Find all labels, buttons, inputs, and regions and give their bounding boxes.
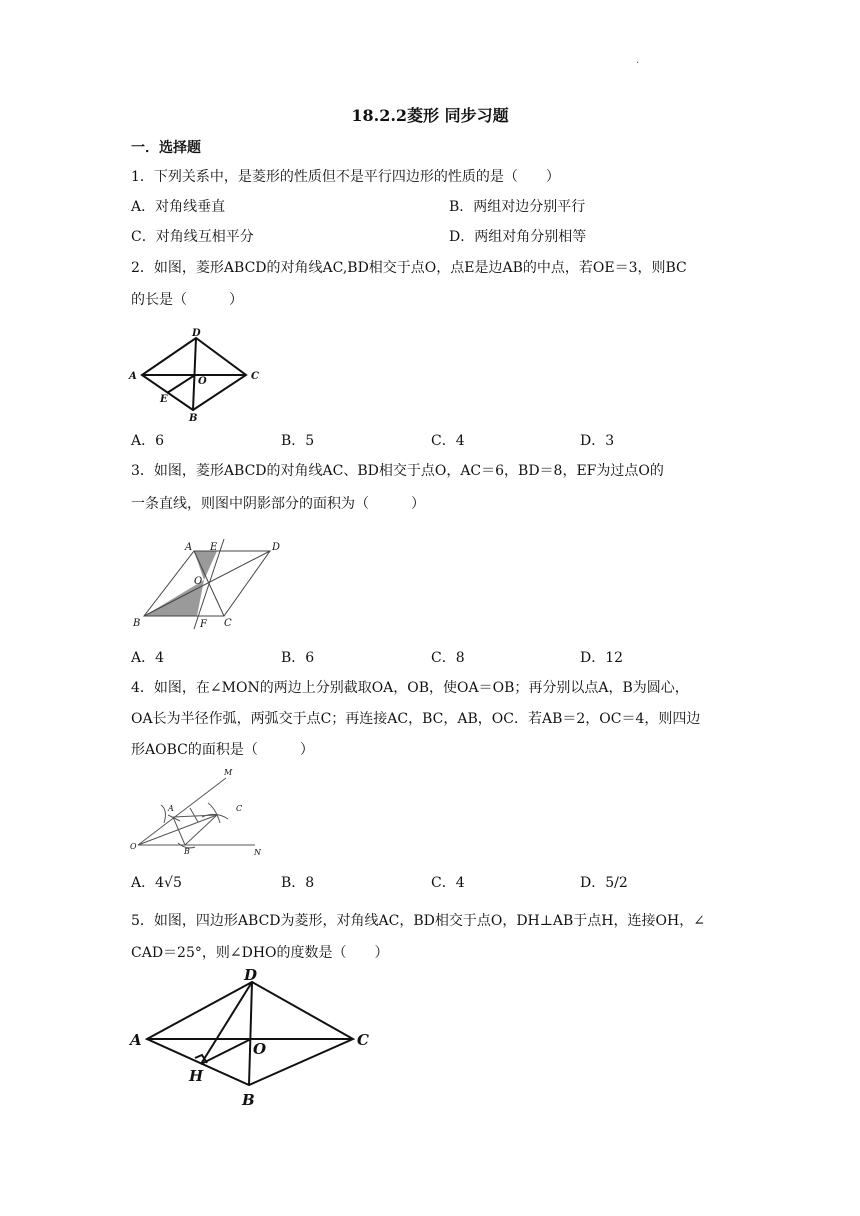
q3-label-c: C [224,618,232,629]
q2-label-d: D [192,328,201,339]
q4-label-b: B [184,847,190,856]
q3-label-f: F [200,619,207,630]
q4-option-b[interactable]: B．8 [281,875,315,891]
q2-label-o: O [198,376,207,387]
q3-label-d: D [272,542,281,553]
question-1-stem: 1．下列关系中，是菱形的性质但不是平行四边形的性质的是（ ） [131,169,560,185]
q1-option-d[interactable]: D．两组对角分别相等 [449,229,587,245]
q3-option-d[interactable]: D．12 [580,650,624,666]
question-5-stem-line2: CAD＝25°，则∠DHO的度数是（ ） [131,945,389,961]
q4-label-a: A [168,804,174,813]
q3-option-c[interactable]: C．8 [431,650,465,666]
q2-figure-rhombus [125,324,275,424]
question-3-stem-line1: 3．如图，菱形ABCD的对角线AC、BD相交于点O，AC＝6，BD＝8，EF为过点O的 [131,463,664,479]
q5-label-a: A [130,1031,142,1049]
q5-label-d: D [244,966,258,984]
q4-label-m: M [224,768,233,777]
q3-label-b: B [133,618,141,629]
q4-label-c: C [236,804,243,813]
question-2-stem-line1: 2．如图，菱形ABCD的对角线AC,BD相交于点O，点E是边AB的中点，若OE＝3，则BC [131,260,687,276]
q2-option-c[interactable]: C．4 [431,433,465,449]
q2-option-d[interactable]: D．3 [580,433,615,449]
q5-figure-rhombus [125,963,385,1113]
q2-label-c: C [251,371,259,382]
q3-label-a: A [185,542,193,553]
question-5-stem-line1: 5．如图，四边形ABCD为菱形，对角线AC，BD相交于点O，DH⊥AB于点H，连接OH，∠ [131,913,705,929]
q3-figure-rhombus [128,536,288,636]
q3-label-e: E [210,542,218,553]
q2-label-b: B [189,413,198,424]
q4-option-c[interactable]: C．4 [431,875,465,891]
q1-option-c[interactable]: C．对角线互相平分 [131,229,254,245]
question-3-stem-line2: 一条直线，则图中阴影部分的面积为（ ） [131,496,425,512]
question-4-stem-line2: OA长为半径作弧，两弧交于点C；再连接AC，BC，AB，OC．若AB＝2，OC＝4，则四边 [131,711,701,727]
section-heading: 一．选择题 [131,140,201,156]
header-mark: · [636,58,640,69]
page-title: 18.2.2菱形 同步习题 [351,106,509,125]
question-4-stem-line3: 形AOBC的面积是（ ） [131,742,314,758]
q4-label-o: O [130,842,137,851]
q5-label-c: C [357,1031,369,1049]
q1-option-a[interactable]: A．对角线垂直 [131,199,226,215]
q5-label-o: O [253,1040,267,1058]
question-2-stem-line2: 的长是（ ） [131,292,243,308]
q2-label-a: A [129,371,137,382]
q4-figure-angle-construction [128,765,268,860]
q3-label-o: O [194,576,203,587]
q2-option-b[interactable]: B．5 [281,433,315,449]
q3-option-b[interactable]: B．6 [281,650,315,666]
q3-option-a[interactable]: A．4 [131,650,165,666]
q4-label-n: N [254,848,261,857]
q2-label-e: E [160,394,168,405]
q1-option-b[interactable]: B．两组对边分别平行 [449,199,586,215]
question-4-stem-line1: 4．如图，在∠MON的两边上分别截取OA，OB，使OA＝OB；再分别以点A，B为圆心， [131,680,689,696]
q5-label-b: B [242,1091,255,1109]
q2-option-a[interactable]: A．6 [131,433,165,449]
q4-option-d[interactable]: D．5/2 [580,875,628,891]
q4-option-a[interactable]: A．4√5 [131,875,182,891]
q5-label-h: H [189,1067,204,1085]
